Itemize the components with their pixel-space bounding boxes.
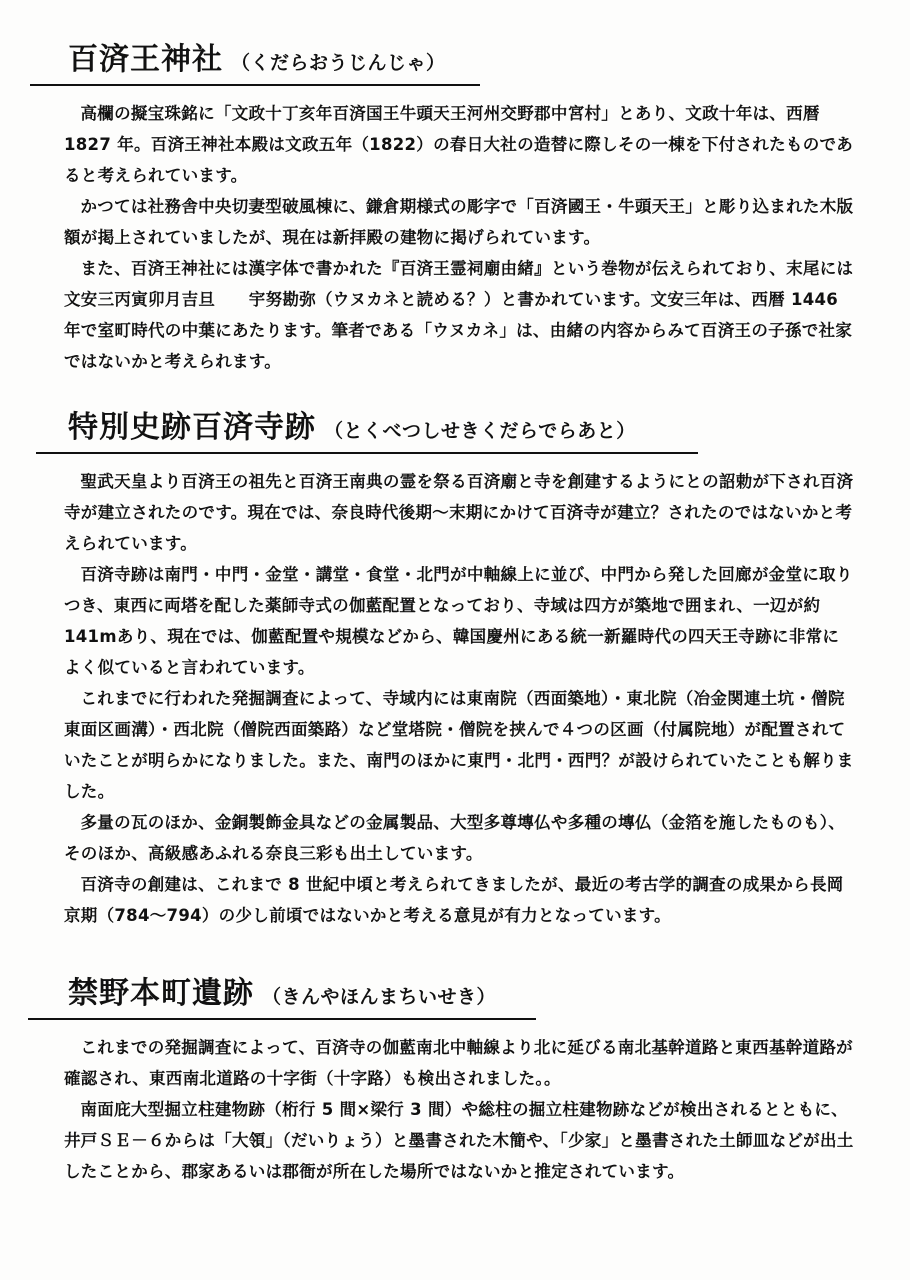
paragraph: 百済寺の創建は、これまで 8 世紀中頃と考えられてきましたが、最近の考古学的調査の成果から長岡京期（784～794）の少し前頃ではないかと考える意見が有力となっています。 bbox=[64, 875, 844, 925]
section-reading: （きんやほんまちいせき） bbox=[262, 986, 497, 1008]
section-heading bbox=[0, 402, 910, 458]
paragraph: 聖武天皇より百済王の祖先と百済王南典の霊を祭る百済廟と寺を創建するようにとの詔勅が下され百済寺が建立されたのです。現在では、奈良時代後期～末期にかけて百済寺が建立？されたのではないかと考えられています。 bbox=[64, 472, 854, 553]
paragraph: 多量の瓦のほか、金銅製飾金具などの金属製品、大型多尊塼仏や多種の塼仏（金箔を施したものも）、そのほか、高級感あふれる奈良三彩も出土しています。 bbox=[64, 813, 846, 863]
paragraph: 南面庇大型掘立柱建物跡（桁行 5 間×梁行 3 間）や総柱の掘立柱建物跡などが検出されるとともに、井戸ＳＥ－６からは「大領」（だいりょう）と墨書された木簡や、「少家」と墨書された土師皿などが出土したことから、郡家あるいは郡衙が所在した場所ではないかと推定されています。 bbox=[64, 1100, 854, 1181]
section-reading: （くだらおうじんじゃ） bbox=[231, 52, 446, 74]
paragraph: かつては社務舎中央切妻型破風棟に、鎌倉期様式の彫字で「百済國王・牛頭天王」と彫り込まれた木版額が掲上されていましたが、現在は新拝殿の建物に掲げられています。 bbox=[64, 197, 854, 247]
paragraph: 百済寺跡は南門・中門・金堂・講堂・食堂・北門が中軸線上に並び、中門から発した回廊が金堂に取りつき、東西に両塔を配した薬師寺式の伽藍配置となっており、寺域は四方が築地で囲まれ、一辺が約 141mあり、現在では、伽藍配置や規模などから、韓国慶州にある統一新羅時代の四天王寺跡に非常によく似ていると言われています。 bbox=[64, 565, 853, 677]
section-title: 百済王神社 （くだらおうじんじゃ） bbox=[68, 42, 446, 77]
section-kinya-honmachi-site bbox=[0, 968, 910, 1187]
section-kudara-temple-ruins bbox=[0, 402, 910, 931]
section-kudara-shrine bbox=[0, 34, 910, 377]
section-title: 禁野本町遺跡 （きんやほんまちいせき） bbox=[68, 976, 497, 1011]
heading-underline bbox=[36, 452, 698, 454]
heading-underline bbox=[28, 1018, 536, 1020]
paragraph: また、百済王神社には漢字体で書かれた『百済王霊祠廟由緒』という巻物が伝えられており、末尾には文安三丙寅卯月吉旦 宇努勘弥（ウヌカネと読める？）と書かれています。文安三年は、西暦 1446 年で室町時代の中葉にあたります。筆者である「ウヌカネ」は、由緒の内容からみて百済王の子孫で社家ではないかと考えられます。 bbox=[64, 259, 854, 371]
section-reading: （とくべつしせきくだらでらあと） bbox=[324, 420, 636, 442]
section-heading bbox=[0, 968, 910, 1024]
section-heading bbox=[0, 34, 910, 90]
paragraph: 高欄の擬宝珠銘に「文政十丁亥年百済国王牛頭天王河州交野郡中宮村」とあり、文政十年は、西暦 1827 年。百済王神社本殿は文政五年（1822）の春日大社の造替に際しその一棟を下付されたものであると考えられています。 bbox=[64, 104, 854, 185]
paragraph: これまでに行われた発掘調査によって、寺域内には東南院（西面築地）・東北院（冶金関連土坑・僧院東面区画溝）・西北院（僧院西面築路）など堂塔院・僧院を挟んで４つの区画（付属院地）が配置されていたことが明らかになりました。また、南門のほかに東門・北門・西門？が設けられていたことも解りました。 bbox=[64, 689, 854, 801]
heading-underline bbox=[30, 84, 480, 86]
paragraph: これまでの発掘調査によって、百済寺の伽藍南北中軸線より北に延びる南北基幹道路と東西基幹道路が確認され、東西南北道路の十字街（十字路）も検出されました。。 bbox=[64, 1038, 853, 1088]
section-title: 特別史跡百済寺跡 （とくべつしせきくだらでらあと） bbox=[68, 410, 636, 445]
